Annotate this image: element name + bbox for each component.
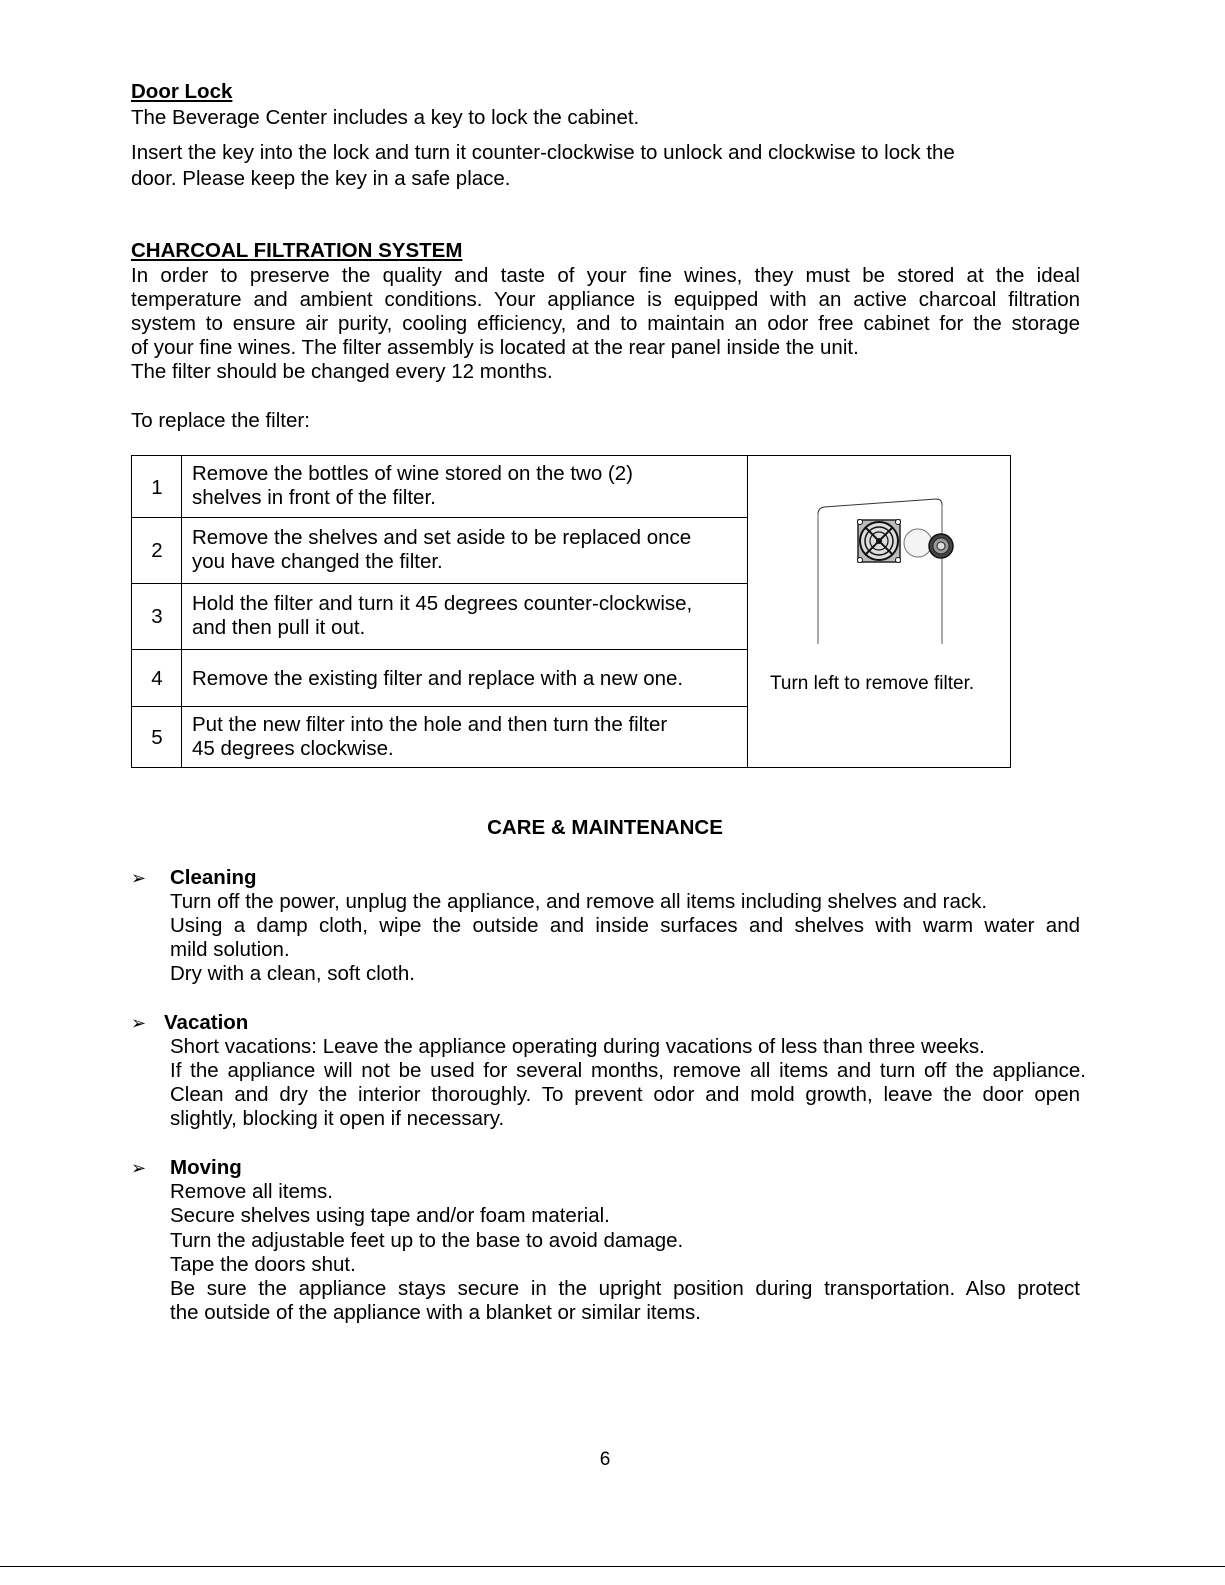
- moving-text: Tape the doors shut.: [170, 1253, 356, 1276]
- charcoal-text-4: of your fine wines. The filter assembly is located at the rear panel inside the unit.: [131, 336, 859, 359]
- moving-text: Turn the adjustable feet up to the base to avoid damage.: [170, 1229, 684, 1252]
- page-edge-line: [0, 1566, 1225, 1567]
- moving-text: the outside of the appliance with a blanket or similar items.: [170, 1301, 701, 1324]
- table-divider: [132, 517, 748, 518]
- vacation-title: Vacation: [164, 1011, 249, 1034]
- step-text: Hold the filter and turn it 45 degrees counter-clockwise, and then pull it out.: [192, 592, 693, 639]
- step-number: 1: [151, 476, 163, 499]
- vacation-text: Clean and dry the interior thoroughly. To prevent odor and mold growth, leave the door open: [170, 1083, 1080, 1106]
- charcoal-heading: CHARCOAL FILTRATION SYSTEM: [131, 239, 463, 262]
- moving-title: Moving: [170, 1156, 242, 1179]
- step-text: Remove the existing filter and replace with a new one.: [192, 667, 684, 690]
- charcoal-text-1: In order to preserve the quality and taste of your fine wines, they must be stored at the ideal: [131, 264, 1080, 287]
- arrow-bullet-icon: ➢: [131, 868, 147, 888]
- cleaning-text: mild solution.: [170, 938, 290, 961]
- step-text: Remove the bottles of wine stored on the two (2) shelves in front of the filter.: [192, 462, 633, 509]
- filter-panel-figure: [812, 476, 962, 651]
- cleaning-title: Cleaning: [170, 866, 257, 889]
- table-divider: [132, 649, 748, 650]
- step-number: 3: [151, 605, 163, 628]
- step-number: 2: [151, 539, 163, 562]
- table-divider: [132, 706, 748, 707]
- filter-steps-table: [131, 455, 1011, 768]
- door-lock-heading: Door Lock: [131, 80, 233, 103]
- cleaning-text: Dry with a clean, soft cloth.: [170, 962, 415, 985]
- charcoal-text-5: The filter should be changed every 12 months.: [131, 360, 553, 383]
- vacation-text: slightly, blocking it open if necessary.: [170, 1107, 505, 1130]
- door-lock-text-2: Insert the key into the lock and turn it counter-clockwise to unlock and clockwise to lock the: [131, 141, 955, 164]
- step-number: 5: [151, 726, 163, 749]
- moving-text: Be sure the appliance stays secure in the upright position during transportation. Also protect: [170, 1277, 1080, 1300]
- arrow-bullet-icon: ➢: [131, 1158, 147, 1178]
- care-heading: CARE & MAINTENANCE: [487, 816, 723, 839]
- step-text: Remove the shelves and set aside to be replaced once you have changed the filter.: [192, 526, 692, 573]
- vacation-text: If the appliance will not be used for several months, remove all items and turn off the appliance.: [170, 1059, 1086, 1082]
- cleaning-text: Turn off the power, unplug the appliance, and remove all items including shelves and rack.: [170, 890, 988, 913]
- arrow-bullet-icon: ➢: [131, 1013, 147, 1033]
- charcoal-text-2: temperature and ambient conditions. Your appliance is equipped with an active charcoal filtration: [131, 288, 1080, 311]
- step-number: 4: [151, 667, 163, 690]
- moving-text: Secure shelves using tape and/or foam material.: [170, 1204, 610, 1227]
- moving-text: Remove all items.: [170, 1180, 333, 1203]
- cleaning-text: Using a damp cloth, wipe the outside and inside surfaces and shelves with warm water and: [170, 914, 1080, 937]
- charcoal-text-3: system to ensure air purity, cooling efficiency, and to maintain an odor free cabinet for the storage: [131, 312, 1080, 335]
- figure-caption: Turn left to remove filter.: [770, 673, 975, 694]
- fan-icon: [858, 520, 901, 563]
- step-text: Put the new filter into the hole and then turn the filter 45 degrees clockwise.: [192, 713, 668, 760]
- page-number: 6: [599, 1449, 611, 1470]
- replace-intro: To replace the filter:: [131, 409, 310, 432]
- filter-icon: [904, 529, 953, 558]
- door-lock-text-1: The Beverage Center includes a key to lock the cabinet.: [131, 106, 640, 129]
- door-lock-text-3: door. Please keep the key in a safe place.: [131, 167, 511, 190]
- table-divider: [132, 583, 748, 584]
- vacation-text: Short vacations: Leave the appliance operating during vacations of less than three weeks.: [170, 1035, 985, 1058]
